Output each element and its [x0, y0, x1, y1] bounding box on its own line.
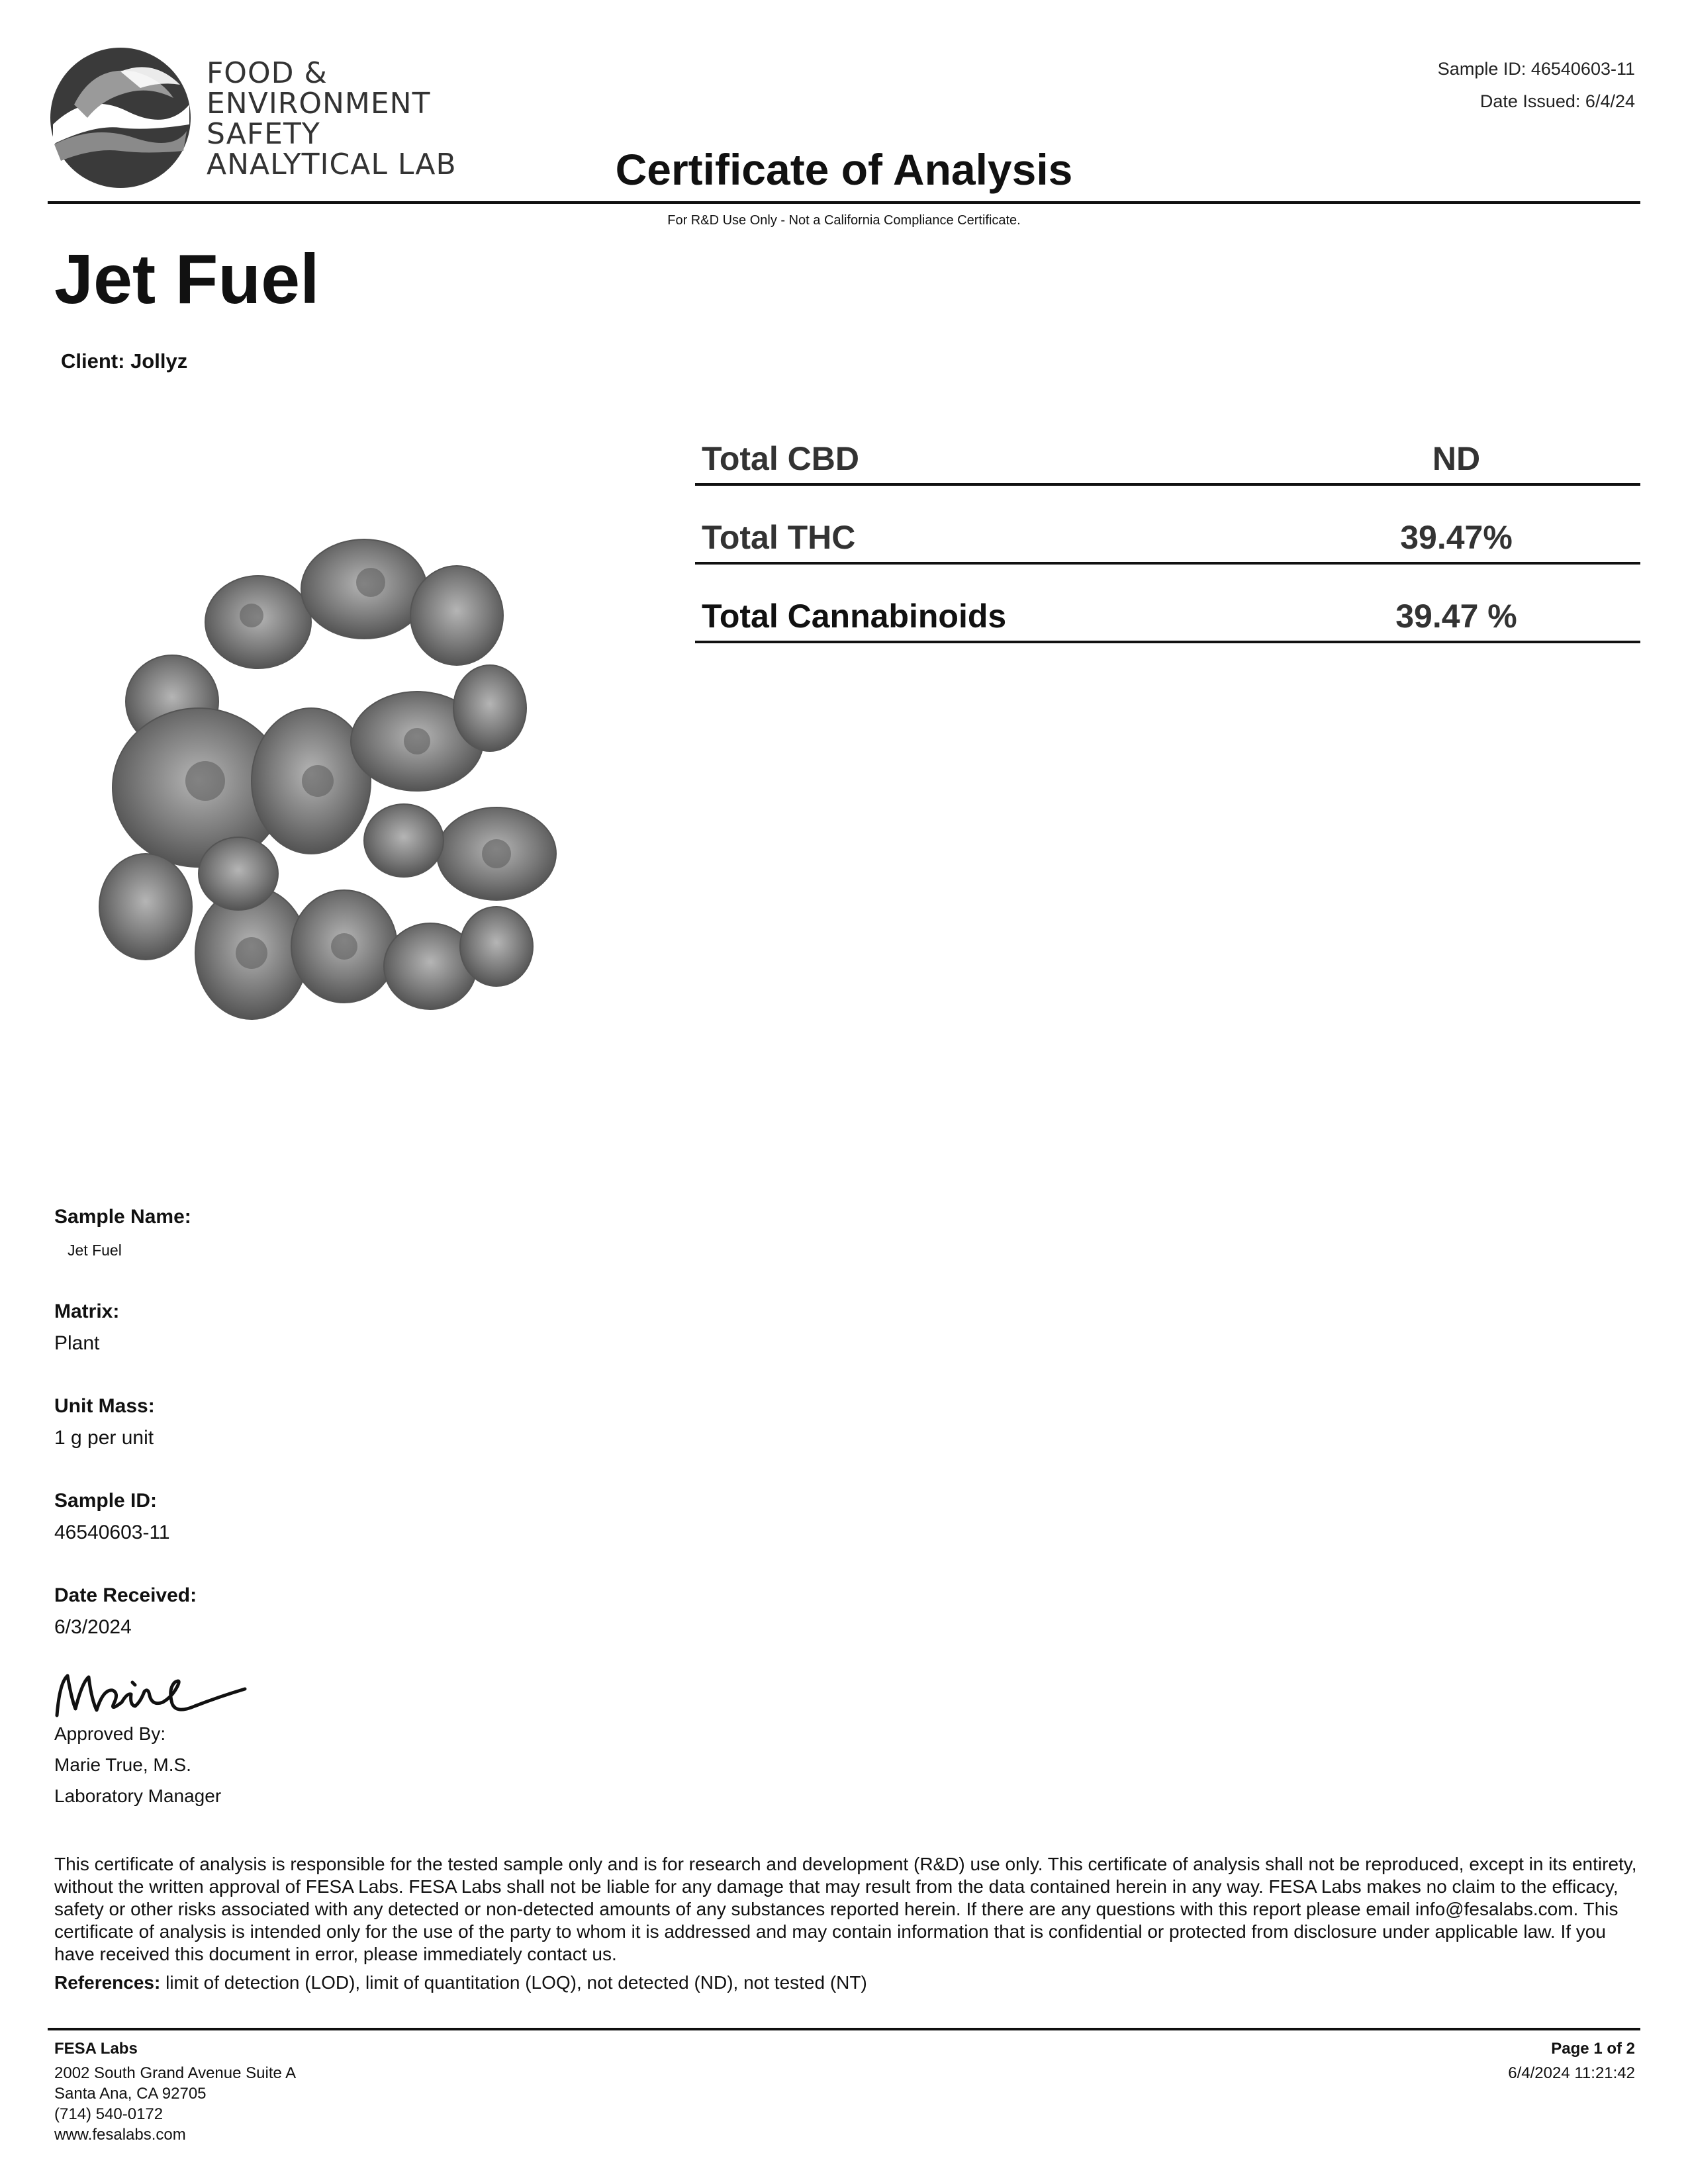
report-timestamp: 6/4/2024 11:21:42 [1508, 2064, 1635, 2082]
footer-address-line1: 2002 South Grand Avenue Suite A [54, 2064, 297, 2082]
total-value: ND [1432, 440, 1481, 477]
disclaimer-text: This certificate of analysis is responsible for the tested sample only and is for research and development (R&D) use only. This certificate of analysis shall not be reproduced, except in its entirety, without the written approval of FESA Labs. FESA Labs shall not be liable for any damage that may result from the data contained herein in any way. FESA Labs makes no claim to the efficacy, safety or other risks associated with any detected or non-detected amounts of any substances reported herein. If there are any questions with this report please email info@fesalabs.com. This certificate of analysis is intended only for the use of the party to whom it is addressed and may contain information that is confidential or protected from disclosure under applicable law. If you have received this document in error, please immediately contact us. [54, 1854, 1637, 1964]
total-label: Total CBD [702, 440, 859, 477]
total-cbd-row [695, 406, 1640, 486]
unit-mass-value: 1 g per unit [54, 1427, 154, 1449]
sample-name-label: Sample Name: [54, 1206, 191, 1228]
approval-block [54, 1718, 221, 1811]
total-cannabinoids-row [695, 564, 1640, 643]
approver-signature [53, 1662, 252, 1722]
product-image [73, 424, 589, 1165]
total-label: Total THC [702, 519, 856, 556]
sample-id-value: 46540603-11 [54, 1522, 170, 1543]
compliance-note: For R&D Use Only - Not a California Compliance Certificate. [667, 213, 1021, 228]
header-meta [1438, 53, 1635, 118]
header-date-issued: Date Issued: 6/4/24 [1479, 91, 1635, 111]
header-sample-id: Sample ID: 46540603-11 [1437, 59, 1635, 79]
client-name: Jollyz [130, 349, 188, 373]
logo-line: SAFETY [207, 117, 320, 151]
footer-divider [48, 2028, 1640, 2030]
client-label: Client: [61, 349, 125, 373]
logo-line: FOOD & [207, 56, 328, 90]
footer-company: FESA Labs [54, 2040, 138, 2058]
footer-address-line2: Santa Ana, CA 92705 [54, 2085, 207, 2103]
logo-line: ANALYTICAL LAB [207, 148, 457, 181]
footer-page-info [1508, 2038, 1635, 2083]
approver-role: Laboratory Manager [54, 1786, 222, 1806]
references-label: References: [54, 1972, 161, 1993]
sample-name-value: Jet Fuel [68, 1242, 122, 1259]
total-value: 39.47% [1400, 519, 1513, 556]
logo-line: ENVIRONMENT [207, 87, 431, 120]
approver-name: Marie True, M.S. [54, 1754, 191, 1775]
date-received-label: Date Received: [54, 1584, 197, 1606]
total-label: Total Cannabinoids [702, 598, 1007, 635]
sample-id-label: Sample ID: [54, 1490, 158, 1512]
approved-by-label: Approved By: [54, 1723, 166, 1744]
date-received-value: 6/3/2024 [54, 1616, 132, 1638]
document-title: Certificate of Analysis [615, 145, 1073, 194]
matrix-value: Plant [54, 1332, 100, 1354]
client-line [61, 349, 187, 373]
footer-address [54, 2038, 296, 2145]
matrix-label: Matrix: [54, 1300, 120, 1322]
references-line [54, 1972, 867, 1993]
references-text: limit of detection (LOD), limit of quantitation (LOQ), not detected (ND), not tested (NT) [165, 1972, 867, 1993]
footer-website[interactable]: www.fesalabs.com [54, 2126, 186, 2144]
product-name: Jet Fuel [54, 240, 320, 318]
footer-phone: (714) 540-0172 [54, 2105, 164, 2123]
total-value: 39.47 % [1395, 598, 1517, 635]
page-number: Page 1 of 2 [1551, 2040, 1635, 2058]
header-divider [48, 201, 1640, 204]
total-thc-row [695, 485, 1640, 565]
unit-mass-label: Unit Mass: [54, 1395, 155, 1417]
